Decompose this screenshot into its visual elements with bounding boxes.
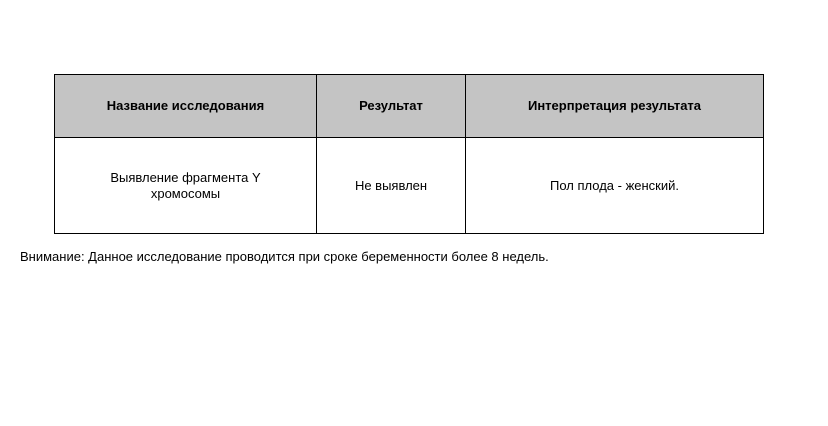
header-interpretation: Интерпретация результата — [466, 75, 764, 138]
header-result: Результат — [317, 75, 466, 138]
results-table — [54, 74, 764, 234]
notice-text: Внимание: Данное исследование проводится при сроке беременности более 8 недель. — [20, 249, 549, 264]
table-row — [55, 138, 764, 234]
cell-test-name: Выявление фрагмента Y хромосомы — [55, 138, 317, 234]
cell-result: Не выявлен — [317, 138, 466, 234]
header-row — [55, 75, 764, 138]
table-header — [55, 75, 764, 138]
table-body — [55, 138, 764, 234]
header-test-name: Название исследования — [55, 75, 317, 138]
cell-interpretation: Пол плода - женский. — [466, 138, 764, 234]
